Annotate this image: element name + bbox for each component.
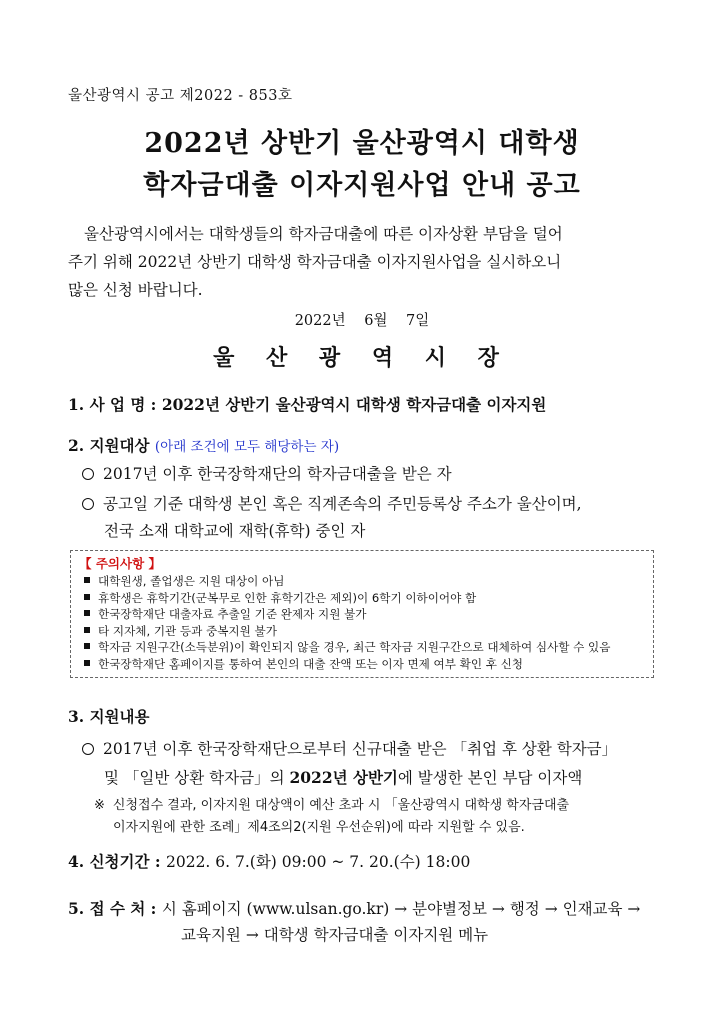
section-4 [68, 850, 470, 872]
application-path: 시 홈페이지 (www.ulsan.go.kr) → 분야별정보 → 행정 → 인재교육 → [161, 900, 641, 918]
caution-item [79, 606, 645, 623]
support-cont-post: 에 발생한 본인 부담 이자액 [397, 769, 583, 787]
intro-line-1: 울산광역시에서는 대학생들의 학자금대출에 따른 이자상환 부담을 덜어 [84, 225, 563, 243]
square-bullet-icon [84, 643, 90, 649]
caution-item [79, 590, 645, 607]
support-note-line-2: 이자지원에 관한 조례」제4조의2(지원 우선순위)에 따라 지원할 수 있음. [113, 820, 525, 835]
support-cont-pre: 및 「일반 상환 학자금」의 [104, 769, 290, 787]
caution-item [79, 573, 645, 590]
support-bullet-text: 2017년 이후 한국장학재단으로부터 신규대출 받은 「취업 후 상환 학자금」 [103, 740, 618, 758]
square-bullet-icon [84, 627, 90, 633]
section-2-label: 2. 지원대상 [68, 436, 150, 455]
section-3 [68, 705, 149, 727]
caution-item-text: 대학원생, 졸업생은 지원 대상이 아님 [98, 574, 285, 588]
application-path-continued: 교육지원 → 대학생 학자금대출 이자지원 메뉴 [181, 926, 489, 944]
square-bullet-icon [84, 660, 90, 666]
target-bullet-1-text: 2017년 이후 한국장학재단의 학자금대출을 받은 자 [103, 465, 452, 483]
reference-mark: ※ [94, 798, 105, 813]
section-2 [68, 434, 339, 456]
circle-bullet-icon [82, 743, 94, 755]
target-bullet-2-text: 공고일 기준 대학생 본인 혹은 직계존속의 주민등록상 주소가 울산이며, [103, 495, 582, 513]
caution-item-text: 한국장학재단 대출자료 추출일 기준 완제자 지원 불가 [98, 607, 367, 622]
support-bullet-continued [104, 766, 582, 788]
intro-paragraph [68, 220, 660, 304]
notice-number: 울산광역시 공고 제2022 - 853호 [68, 88, 293, 104]
intro-line-2: 주기 위해 2022년 상반기 대학생 학자금대출 이자지원사업을 실시하오니 [68, 253, 562, 271]
square-bullet-icon [84, 610, 90, 616]
caution-item [79, 623, 645, 640]
section-1-value: 2022년 상반기 울산광역시 대학생 학자금대출 이자지원 [161, 395, 547, 414]
application-period: 2022. 6. 7.(화) 09:00 ~ 7. 20.(수) 18:00 [165, 853, 471, 871]
section-1 [68, 393, 546, 415]
title-line-1: 2022년 상반기 울산광역시 대학생 [144, 128, 580, 159]
issuer-name: 울 산 광 역 시 장 [213, 345, 511, 371]
target-bullet-2-continued: 전국 소재 대학교에 재학(휴학) 중인 자 [104, 522, 366, 540]
target-bullet-2 [82, 492, 582, 514]
caution-item-text: 타 지자체, 기관 등과 중복지원 불가 [98, 623, 277, 638]
target-bullet-1 [82, 462, 452, 484]
caution-item-text: 휴학생은 휴학기간(군복무로 인한 휴학기간은 제외)이 6학기 이하이어야 함 [98, 590, 477, 605]
support-note-line-1: 신청접수 결과, 이자지원 대상액이 예산 초과 시 「울산광역시 대학생 학자금대출 [112, 798, 570, 813]
square-bullet-icon [84, 594, 90, 600]
caution-box [70, 550, 654, 678]
section-1-label: 1. 사 업 명 : [68, 395, 162, 414]
title-line-2: 학자금대출 이자지원사업 안내 공고 [143, 170, 581, 201]
circle-bullet-icon [82, 498, 94, 510]
square-bullet-icon [84, 577, 90, 583]
caution-heading: 【 주의사항 】 [79, 556, 162, 571]
caution-item [79, 656, 645, 673]
caution-item-text: 한국장학재단 홈페이지를 통하여 본인의 대출 잔액 또는 이자 면제 여부 확인 후 신청 [98, 656, 524, 671]
section-3-label: 3. 지원내용 [68, 707, 150, 726]
circle-bullet-icon [82, 468, 94, 480]
support-bullet [82, 737, 617, 759]
caution-list [79, 573, 645, 673]
section-2-condition: (아래 조건에 모두 해당하는 자) [154, 439, 340, 455]
section-5 [68, 897, 640, 919]
notice-date: 2022년 6월 7일 [294, 313, 430, 329]
support-note [94, 795, 569, 839]
caution-item-text: 학자금 지원구간(소득분위)이 확인되지 않을 경우, 최근 학자금 지원구간으로 대체하여 심사할 수 있음 [98, 640, 611, 655]
intro-line-3: 많은 신청 바랍니다. [68, 281, 203, 299]
section-4-label: 4. 신청기간 : [68, 852, 166, 871]
caution-item [79, 639, 645, 656]
section-5-label: 5. 접 수 처 : [68, 899, 162, 918]
support-cont-period: 2022년 상반기 [289, 768, 398, 787]
